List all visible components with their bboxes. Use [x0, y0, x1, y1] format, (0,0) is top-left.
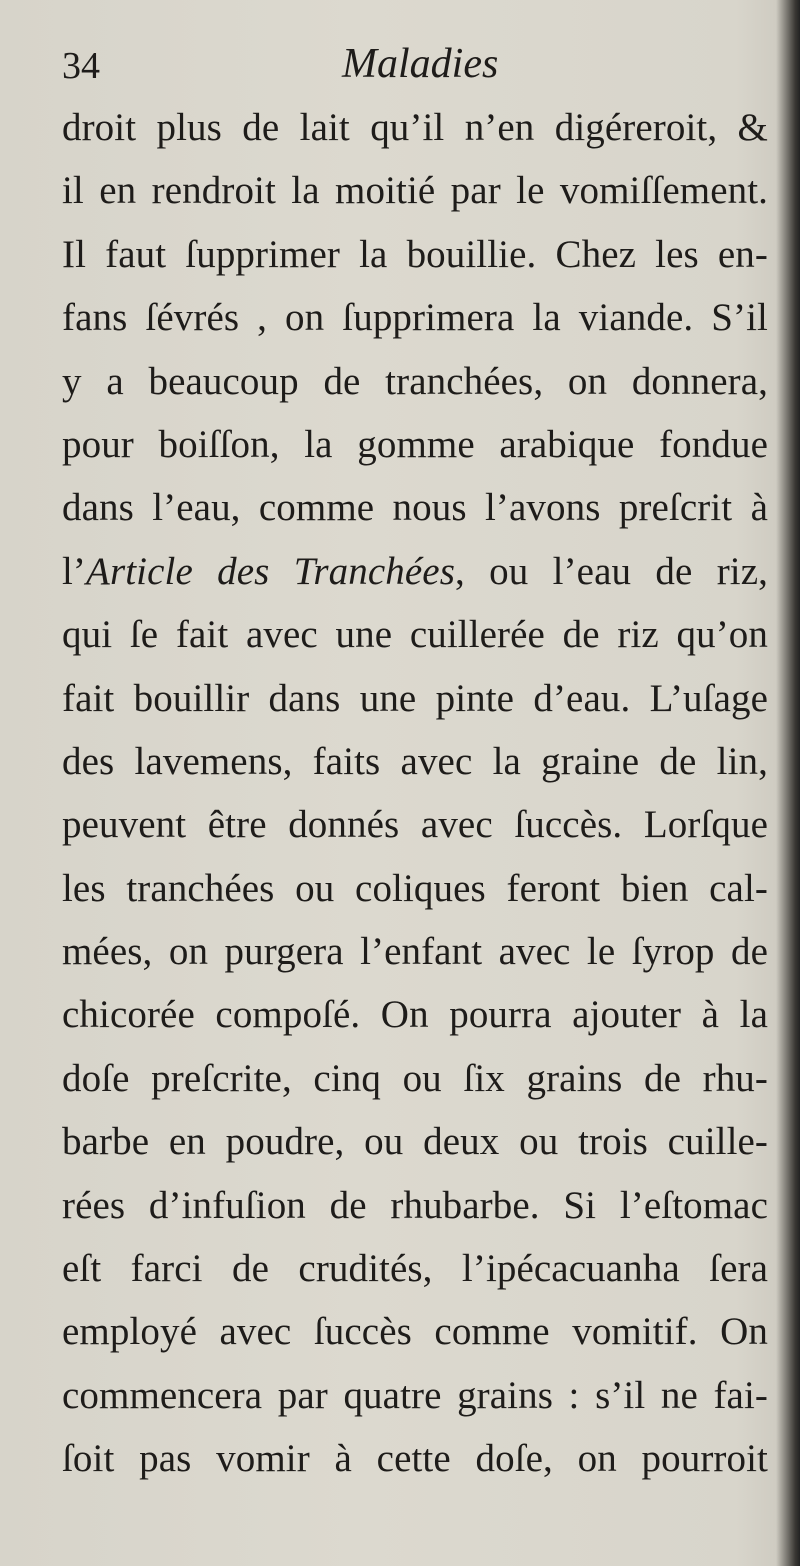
text-line: des lavemens, faits avec la graine de lin,	[62, 739, 768, 783]
text-line: les tranchées ou coliques feront bien cal-	[62, 866, 768, 910]
line-prefix: l’	[62, 549, 87, 593]
running-title: Maladies	[342, 41, 499, 87]
text-line: dans l’eau, comme nous l’avons preſcrit à	[62, 486, 768, 530]
body-text	[62, 96, 768, 1491]
text-line: doſe preſcrite, cinq ou ſix grains de rhu-	[62, 1056, 768, 1100]
text-line: y a beaucoup de tranchées, on donnera,	[62, 359, 768, 403]
text-line-with-italic	[62, 540, 768, 603]
text-line: peuvent être donnés avec ſuccès. Lorſque	[62, 803, 768, 847]
text-line: Il faut ſupprimer la bouillie. Chez les en-	[62, 232, 768, 276]
text-line: employé avec ſuccès comme vomitif. On	[62, 1310, 768, 1354]
text-line: barbe en poudre, ou deux ou trois cuille-	[62, 1120, 768, 1164]
line-suffix: , ou l’eau de riz,	[454, 549, 768, 593]
text-line: il en rendroit la moitié par le vomiſſement.	[62, 169, 768, 213]
text-line: eſt farci de crudités, l’ipécacuanha ſera	[62, 1247, 768, 1291]
text-line: fait bouillir dans une pinte d’eau. L’uſage	[62, 676, 768, 720]
text-line: droit plus de lait qu’il n’en digéreroit, &	[62, 106, 768, 149]
text-line: pour boiſſon, la gomme arabique fondue	[62, 422, 768, 466]
text-line: fans ſévrés , on ſupprimera la viande. S’il	[62, 296, 768, 340]
text-line: chicorée compoſé. On pourra ajouter à la	[62, 993, 768, 1037]
text-line: commencera par quatre grains : s’il ne fai-	[62, 1373, 768, 1417]
italic-article-title: Article des Tranchées	[86, 549, 455, 593]
text-line: qui ſe fait avec une cuillerée de riz qu’on	[62, 613, 768, 657]
page-number: 34	[62, 45, 100, 87]
text-line: ſoit pas vomir à cette doſe, on pourroit	[62, 1437, 768, 1481]
text-line: mées, on purgera l’enfant avec le ſyrop de	[62, 930, 768, 974]
page-header	[62, 36, 762, 100]
text-line: rées d’infuſion de rhubarbe. Si l’eſtomac	[62, 1183, 768, 1227]
